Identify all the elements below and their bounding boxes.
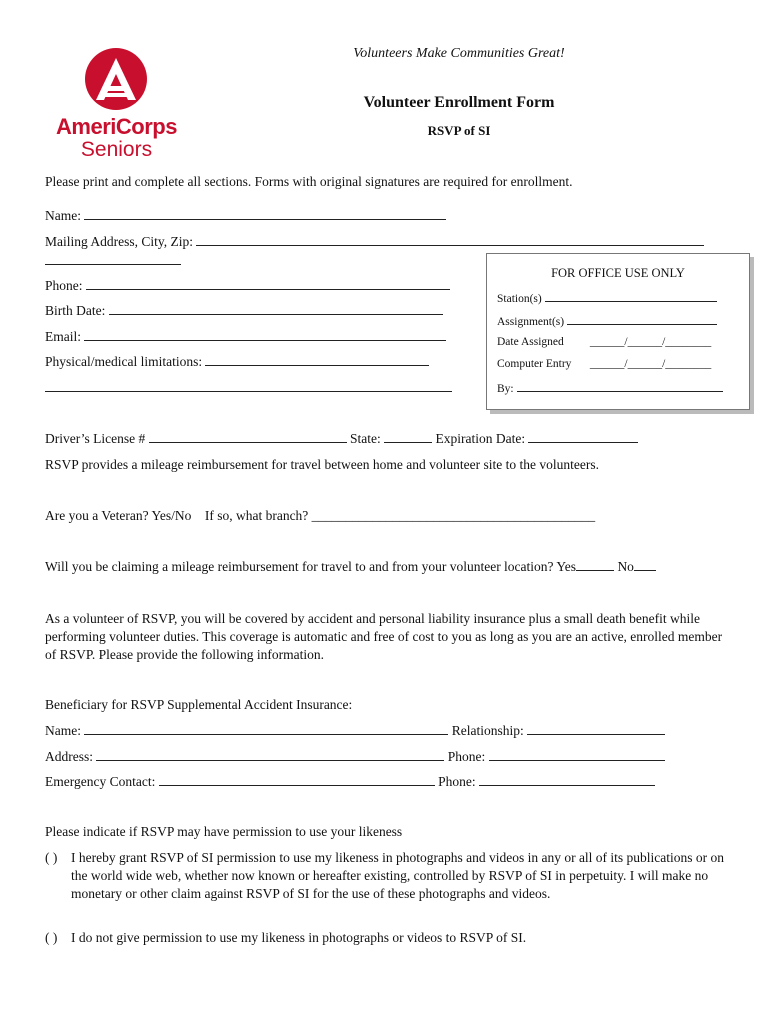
license-label: Driver’s License # [45,431,146,446]
tagline: Volunteers Make Communities Great! [353,46,565,61]
likeness-grant-text: I hereby grant RSVP of SI permission to use my likeness in photographs and videos in any or all of its publications or on the world wide web, whether now known or hereafter existing, controlled by RSVP of SI in perpetuity. I will make no monetary or other claim against RSVP of SI for the use of these photographs and videos. [71,850,725,901]
claiming-question-row [45,558,656,575]
office-date-assigned-input[interactable]: ______/______/________ [589,336,712,348]
beneficiary-name-row [45,722,665,739]
birth-field-row [45,302,443,319]
office-by-input[interactable] [517,381,723,392]
beneficiary-address-input[interactable] [96,748,444,761]
license-input[interactable] [149,430,347,443]
limitations-input-line2[interactable] [45,379,452,396]
office-by-row [497,381,723,395]
phone-field-row [45,277,450,294]
claiming-no-input[interactable] [634,558,656,571]
likeness-deny-text: I do not give permission to use my likeness in photographs or videos to RSVP of SI. [71,930,527,945]
office-date-assigned-row [497,336,711,348]
limitations-label: Physical/medical limitations: [45,354,203,369]
logo-word-americorps: AmeriCorps [56,114,177,139]
beneficiary-relationship-input[interactable] [527,722,665,735]
beneficiary-name-label: Name: [45,723,81,738]
state-label: State: [349,431,381,446]
emergency-phone-input[interactable] [479,773,655,786]
emergency-phone-label: Phone: [438,774,476,789]
claiming-question: Will you be claiming a mileage reimbursement for travel to and from your volunteer location? Yes [45,559,577,574]
office-use-box [486,253,750,410]
beneficiary-address-label: Address: [45,749,93,764]
emergency-contact-row [45,773,655,790]
emergency-contact-label: Emergency Contact: [45,774,156,789]
claiming-yes-input[interactable] [576,558,614,571]
name-input[interactable] [84,207,446,220]
mailing-field-row [45,233,704,250]
logo-word-seniors: Seniors [80,138,153,161]
beneficiary-relationship-label: Relationship: [451,723,524,738]
likeness-deny-option [45,929,735,947]
office-use-heading: FOR OFFICE USE ONLY [551,266,685,280]
beneficiary-phone-input[interactable] [489,748,665,761]
phone-label: Phone: [45,278,83,293]
email-field-row [45,328,446,345]
office-station-row [497,291,717,305]
expiration-input[interactable] [528,430,638,443]
likeness-heading: Please indicate if RSVP may have permission to use your likeness [45,824,403,839]
likeness-grant-checkbox[interactable]: ( ) [45,850,58,865]
office-computer-entry-row [497,358,711,370]
form-subtitle: RSVP of SI [427,123,491,138]
likeness-grant-option [45,849,735,903]
state-input[interactable] [384,430,432,443]
email-label: Email: [45,329,81,344]
form-title: Volunteer Enrollment Form [363,94,555,111]
office-by-label: By: [497,383,514,395]
office-computer-entry-label: Computer Entry [497,358,572,370]
limitations-field-row [45,353,429,370]
phone-input[interactable] [86,277,450,290]
veteran-question: Are you a Veteran? Yes/No If so, what branch? __________________________________________ [45,508,596,523]
likeness-deny-checkbox[interactable]: ( ) [45,930,58,945]
name-label: Name: [45,208,81,223]
mileage-note: RSVP provides a mileage reimbursement for travel between home and volunteer site to the volunteers. [45,457,599,472]
beneficiary-phone-label: Phone: [447,749,486,764]
office-station-label: Station(s) [497,293,542,305]
office-computer-entry-input[interactable]: ______/______/________ [589,358,712,370]
office-assignment-input[interactable] [567,314,717,325]
insurance-paragraph: As a volunteer of RSVP, you will be covered by accident and personal liability insurance plus a small death benefit while performing volunteer duties. This coverage is automatic and free of cost to you as long as you are an active, enrolled member of RSVP. Please provide the following information. [45,611,723,662]
office-assignment-label: Assignment(s) [497,316,565,328]
emergency-contact-input[interactable] [159,773,435,786]
birth-date-input[interactable] [109,302,443,315]
office-date-assigned-label: Date Assigned [497,336,564,348]
mailing-label: Mailing Address, City, Zip: [45,234,193,249]
email-input[interactable] [84,328,446,341]
expiration-label: Expiration Date: [435,431,526,446]
name-field-row [45,207,446,224]
license-field-row [45,430,638,447]
limitations-input[interactable] [205,353,429,366]
birth-label: Birth Date: [45,303,106,318]
mailing-input-line2[interactable] [45,252,181,269]
beneficiary-heading: Beneficiary for RSVP Supplemental Accident Insurance: [45,697,353,712]
office-station-input[interactable] [545,291,717,302]
intro-text: Please print and complete all sections. Forms with original signatures are required for enrollment. [45,174,573,189]
beneficiary-address-row [45,748,665,765]
claiming-no-label: No [617,559,634,574]
beneficiary-name-input[interactable] [84,722,448,735]
mailing-input[interactable] [196,233,704,246]
office-assignment-row [497,314,717,328]
